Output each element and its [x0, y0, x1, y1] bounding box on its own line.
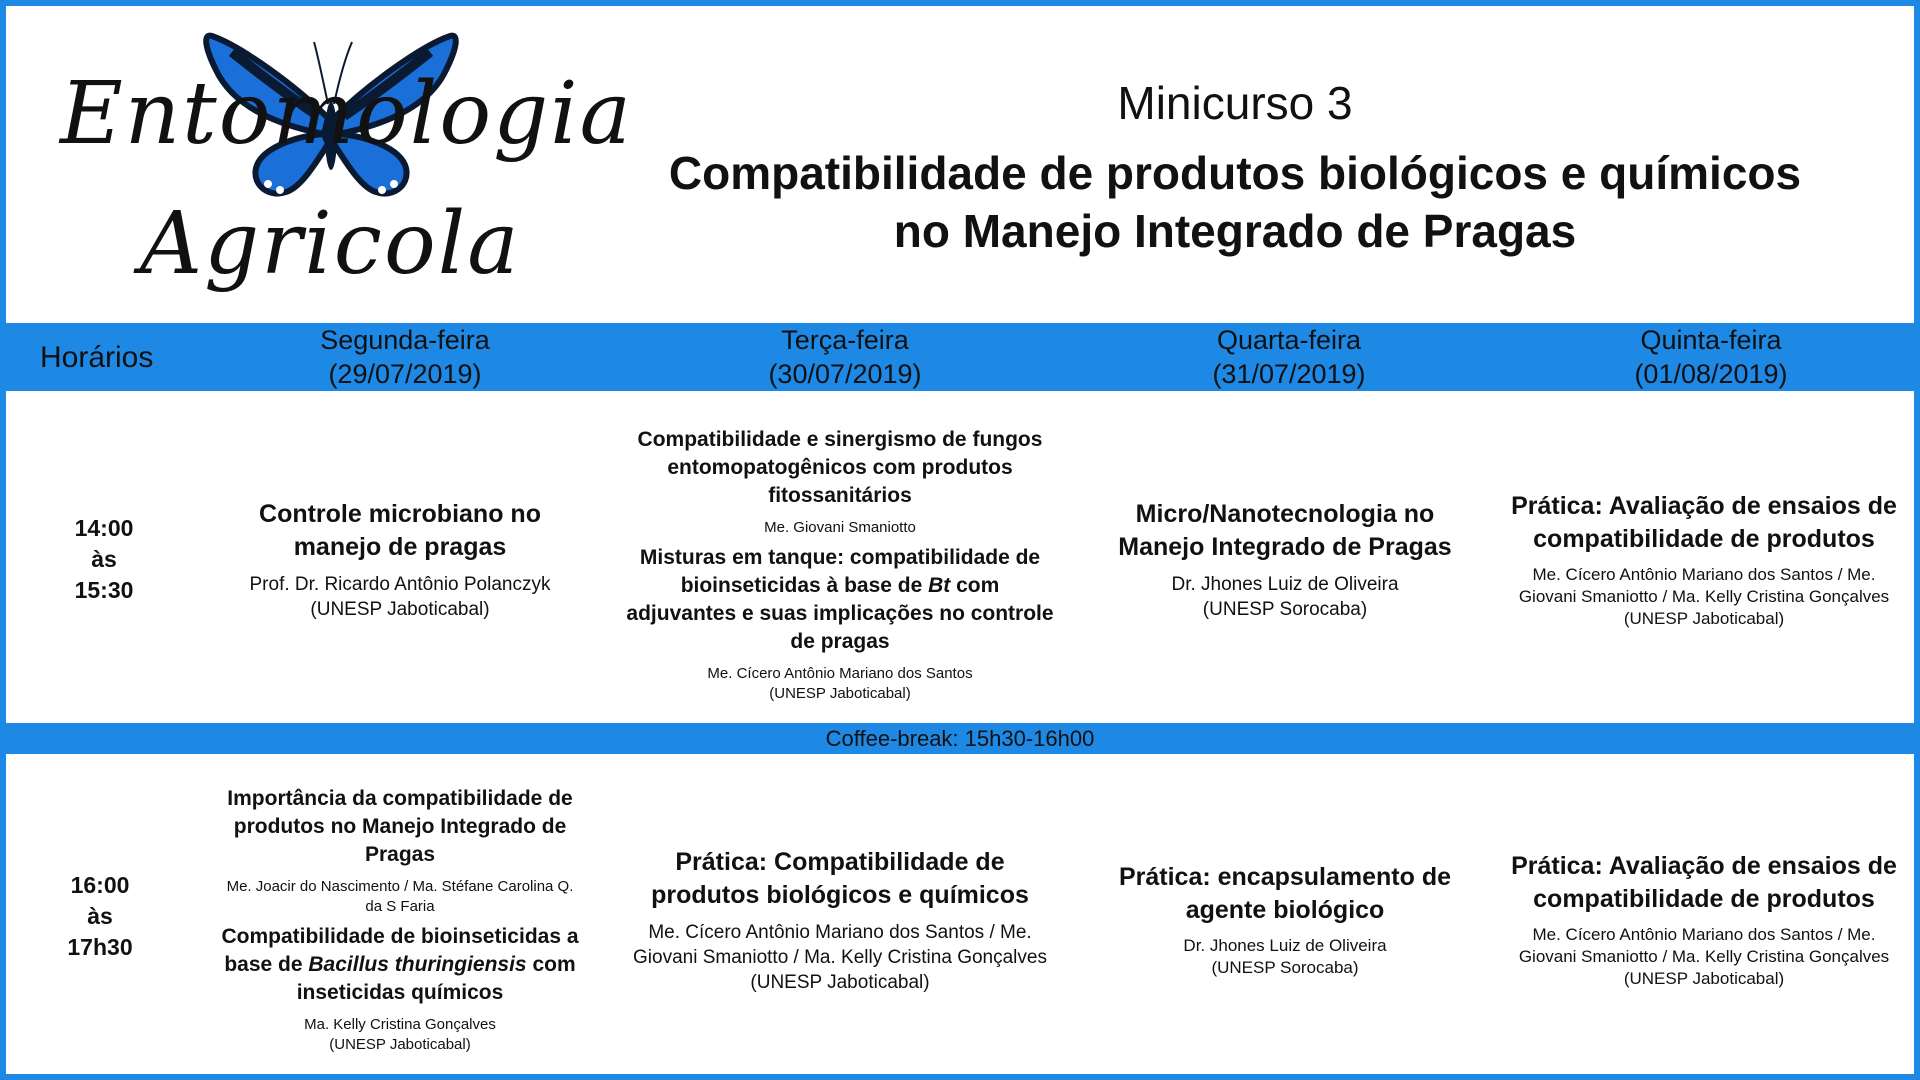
session-title [626, 544, 1053, 656]
day-name: Terça-feira [781, 325, 909, 355]
day-name: Quinta-feira [1640, 325, 1782, 355]
day-header-wednesday [1104, 323, 1474, 391]
time-end: 15:30 [74, 577, 134, 603]
day-header-monday [220, 323, 590, 391]
session-title-line: Compatibilidade de bioinseticidas a [221, 925, 579, 948]
session-title [259, 498, 541, 564]
session-speaker [227, 877, 574, 917]
speaker-name: Giovani Smaniotto / Ma. Kelly Cristina Gonçalves [633, 946, 1047, 968]
time-sep: às [91, 546, 117, 572]
session-title [1511, 850, 1897, 916]
speaker-name: Me. Joacir do Nascimento / Ma. Stéfane Carolina Q. [226, 878, 574, 895]
session-title-line: manejo de pragas [293, 533, 507, 561]
session-title-line: Compatibilidade e sinergismo de fungos [637, 428, 1043, 451]
session-speaker [250, 572, 551, 622]
session-speaker [1519, 924, 1889, 990]
session-title-line: Manejo Integrado de Pragas [1118, 533, 1452, 561]
session-title-line: inseticidas químicos [296, 981, 504, 1004]
session-slot2-tuesday [610, 762, 1070, 1078]
session-title-line: Controle microbiano no [259, 500, 541, 528]
session-slot1-monday [190, 400, 610, 720]
day-name: Quarta-feira [1216, 325, 1362, 355]
speaker-name: da S Faria [365, 898, 435, 915]
minicurso-label: Minicurso 3 [1117, 77, 1353, 129]
session-title-line: produtos no Manejo Integrado de [233, 815, 567, 838]
session-title [1511, 490, 1897, 556]
session-title-line: Micro/Nanotecnologia no [1135, 500, 1435, 528]
day-date: (31/07/2019) [1212, 359, 1366, 389]
session-title [638, 426, 1043, 510]
session-title-line: Prática: encapsulamento de [1118, 863, 1452, 891]
title-italic-text: Bacillus thuringiensis [308, 953, 527, 976]
speaker-name: Me. Cícero Antônio Mariano dos Santos / Me. [1532, 565, 1876, 584]
session-slot1-thursday [1492, 400, 1916, 720]
speaker-name: Giovani Smaniotto / Ma. Kelly Cristina Gonçalves [1518, 947, 1890, 966]
logo-word-agricola: Agricola [140, 194, 521, 294]
speaker-institution: (UNESP Jaboticabal) [1623, 969, 1785, 988]
speaker-name: Me. Cícero Antônio Mariano dos Santos [707, 665, 973, 682]
speaker-institution: (UNESP Jaboticabal) [750, 971, 930, 993]
logo-word-entomologia: Entomologia [60, 64, 633, 164]
speaker-name: Dr. Jhones Luiz de Oliveira [1171, 574, 1399, 595]
day-name: Segunda-feira [320, 325, 490, 355]
session-speaker [1519, 564, 1889, 630]
speaker-name: Dr. Jhones Luiz de Oliveira [1183, 936, 1387, 955]
speaker-name: Prof. Dr. Ricardo Antônio Polanczyk [249, 574, 551, 595]
day-date: (30/07/2019) [768, 359, 922, 389]
session-title [1119, 861, 1451, 927]
page-title [600, 144, 1870, 260]
speaker-institution: (UNESP Jaboticabal) [1623, 609, 1785, 628]
day-header-tuesday [660, 323, 1030, 391]
time-start: 16:00 [70, 872, 130, 898]
session-title-line: Pragas [364, 843, 436, 866]
session-speaker [304, 1015, 496, 1055]
session-title-line: agente biológico [1185, 896, 1385, 924]
day-date: (29/07/2019) [328, 359, 482, 389]
session-title-line: Importância da compatibilidade de [227, 787, 573, 810]
coffee-break-band [6, 723, 1914, 754]
session-title-line: Misturas em tanque: compatibilidade de [639, 546, 1041, 569]
time-slot-2 [40, 870, 160, 963]
session-title [221, 923, 578, 1007]
speaker-name: Me. Cícero Antônio Mariano dos Santos / Me. [648, 921, 1032, 943]
session-slot2-monday [190, 762, 610, 1078]
time-slot-1 [44, 513, 164, 606]
speaker-institution: (UNESP Sorocaba) [1202, 599, 1368, 620]
session-title-line: adjuvantes e suas implicações no controle [626, 602, 1054, 625]
title-text: base de [224, 953, 309, 976]
horarios-header: Horários [40, 341, 154, 374]
schedule-header-band [6, 323, 1914, 391]
session-speaker [633, 920, 1047, 995]
speaker-institution: (UNESP Sorocaba) [1211, 958, 1359, 977]
coffee-break-label: Coffee-break: 15h30-16h00 [825, 726, 1095, 751]
session-title-line: produtos biológicos e químicos [651, 880, 1029, 909]
time-sep: às [87, 903, 113, 929]
speaker-institution: (UNESP Jaboticabal) [769, 685, 911, 702]
speaker-name: Giovani Smaniotto / Ma. Kelly Cristina Gonçalves [1518, 587, 1890, 606]
title-text: bioinseticidas à base de [680, 574, 929, 597]
session-speaker [707, 664, 972, 704]
time-start: 14:00 [74, 515, 134, 541]
session-title-line [626, 572, 1053, 600]
title-text: com [950, 574, 1000, 597]
logo [56, 16, 633, 306]
session-slot1-tuesday [600, 410, 1080, 720]
session-speaker [1171, 572, 1398, 622]
session-title-line: fitossanitários [768, 484, 912, 507]
session-title [227, 785, 572, 869]
session-title [651, 846, 1029, 912]
session-title-line: Prática: Avaliação de ensaios de [1511, 852, 1897, 880]
session-title-line: compatibilidade de produtos [1533, 525, 1875, 553]
day-date: (01/08/2019) [1634, 359, 1788, 389]
session-title-line: compatibilidade de produtos [1533, 885, 1875, 913]
session-slot1-wednesday [1070, 400, 1500, 720]
session-title-line: Prática: Compatibilidade de [675, 847, 1005, 876]
session-slot2-wednesday [1070, 762, 1500, 1078]
page-title-line-2: no Manejo Integrado de Pragas [893, 205, 1577, 257]
session-title-line: de pragas [790, 630, 890, 653]
session-title-line: entomopatogênicos com produtos [667, 456, 1013, 479]
session-title [1118, 498, 1451, 564]
speaker-name: Me. Giovani Smaniotto [764, 519, 916, 536]
speaker-institution: (UNESP Jaboticabal) [329, 1036, 471, 1053]
day-header-thursday [1526, 323, 1896, 391]
speaker-institution: (UNESP Jaboticabal) [310, 599, 490, 620]
title-italic-text: Bt [928, 574, 951, 597]
session-speaker [1183, 935, 1386, 979]
time-end: 17h30 [67, 934, 133, 960]
title-text: com [526, 953, 576, 976]
session-title-line: Prática: Avaliação de ensaios de [1511, 492, 1897, 520]
page-title-line-1: Compatibilidade de produtos biológicos e químicos [668, 147, 1802, 199]
speaker-name: Me. Cícero Antônio Mariano dos Santos / Me. [1532, 925, 1876, 944]
session-title-line [221, 951, 578, 979]
session-slot2-thursday [1492, 762, 1916, 1078]
speaker-name: Ma. Kelly Cristina Gonçalves [304, 1016, 496, 1033]
